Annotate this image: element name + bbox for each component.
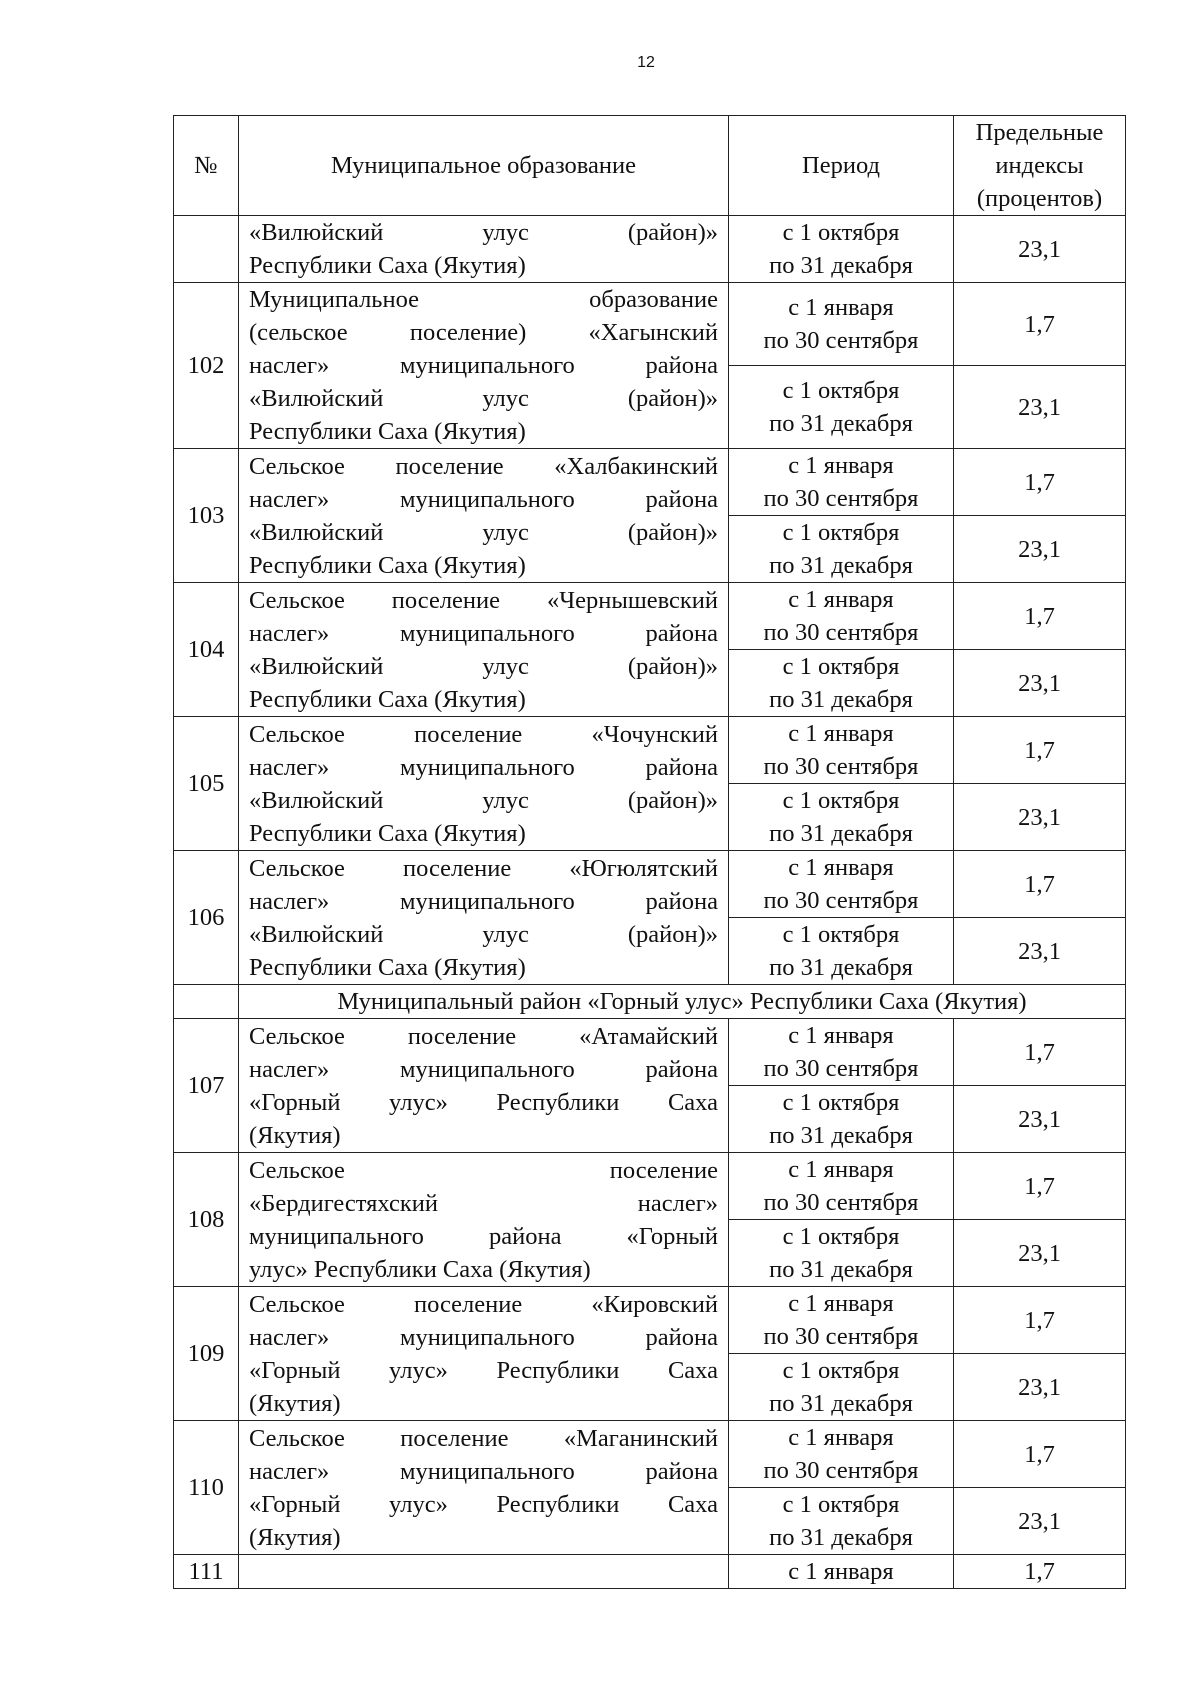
index-value: 1,7 xyxy=(954,1153,1126,1220)
municipality-name: Сельское поселение «Атамайский наслег» муниципального района «Горный улус» Республики Саха (Якутия) xyxy=(239,1019,729,1153)
header-num: № xyxy=(174,116,239,216)
table-row xyxy=(174,283,1126,366)
index-value: 1,7 xyxy=(954,1421,1126,1488)
index-value: 23,1 xyxy=(954,216,1126,283)
row-number: 106 xyxy=(174,851,239,985)
period: с 1 января по 30 сентября xyxy=(729,851,954,918)
table-row xyxy=(174,1019,1126,1086)
row-number: 108 xyxy=(174,1153,239,1287)
page-number: 12 xyxy=(637,54,655,71)
period: с 1 января по 30 сентября xyxy=(729,449,954,516)
table-row xyxy=(174,216,1126,283)
period: с 1 января по 30 сентября xyxy=(729,1421,954,1488)
period: с 1 октября по 31 декабря xyxy=(729,366,954,449)
period: с 1 октября по 31 декабря xyxy=(729,918,954,985)
index-value: 23,1 xyxy=(954,366,1126,449)
table-row xyxy=(174,1287,1126,1354)
index-value: 1,7 xyxy=(954,851,1126,918)
group-heading-row xyxy=(174,985,1126,1019)
period: с 1 октября по 31 декабря xyxy=(729,1488,954,1555)
municipality-name: Сельское поселение «Чернышевский наслег» муниципального района «Вилюйский улус (район)» Республики Саха (Якутия) xyxy=(239,583,729,717)
municipality-name: Сельское поселение «Югюлятский наслег» муниципального района «Вилюйский улус (район)» Республики Саха (Якутия) xyxy=(239,851,729,985)
index-value: 1,7 xyxy=(954,583,1126,650)
tariff-table xyxy=(173,115,1126,1589)
period: с 1 октября по 31 декабря xyxy=(729,1220,954,1287)
index-value: 23,1 xyxy=(954,784,1126,851)
index-value: 23,1 xyxy=(954,1086,1126,1153)
table-row xyxy=(174,717,1126,784)
index-value: 1,7 xyxy=(954,1287,1126,1354)
period: с 1 января по 30 сентября xyxy=(729,1287,954,1354)
index-value: 1,7 xyxy=(954,1019,1126,1086)
header-period: Период xyxy=(729,116,954,216)
row-number: 105 xyxy=(174,717,239,851)
period: с 1 января по 30 сентября xyxy=(729,283,954,366)
municipality-name: Сельское поселение «Бердигестяхский наслег» муниципального района «Горный улус» Республики Саха (Якутия) xyxy=(239,1153,729,1287)
municipality-name: Сельское поселение «Халбакинский наслег» муниципального района «Вилюйский улус (район)» Республики Саха (Якутия) xyxy=(239,449,729,583)
table-row xyxy=(174,449,1126,516)
table-row xyxy=(174,851,1126,918)
index-value: 23,1 xyxy=(954,1220,1126,1287)
index-value: 23,1 xyxy=(954,650,1126,717)
period: с 1 января по 30 сентября xyxy=(729,717,954,784)
municipality-name xyxy=(239,1555,729,1589)
row-number: 109 xyxy=(174,1287,239,1421)
row-number xyxy=(174,985,239,1019)
header-municipality: Муниципальное образование xyxy=(239,116,729,216)
row-number: 110 xyxy=(174,1421,239,1555)
table-header-row xyxy=(174,116,1126,216)
group-heading: Муниципальный район «Горный улус» Республики Саха (Якутия) xyxy=(239,985,1126,1019)
table-row xyxy=(174,1555,1126,1589)
index-value: 23,1 xyxy=(954,516,1126,583)
period: с 1 октября по 31 декабря xyxy=(729,1354,954,1421)
period: с 1 октября по 31 декабря xyxy=(729,516,954,583)
period: с 1 января по 30 сентября xyxy=(729,1153,954,1220)
municipality-name: «Вилюйский улус (район)» Республики Саха (Якутия) xyxy=(239,216,729,283)
row-number: 111 xyxy=(174,1555,239,1589)
table-row xyxy=(174,1421,1126,1488)
municipality-name: Сельское поселение «Маганинский наслег» муниципального района «Горный улус» Республики Саха (Якутия) xyxy=(239,1421,729,1555)
row-number: 104 xyxy=(174,583,239,717)
index-value: 1,7 xyxy=(954,283,1126,366)
period: с 1 октября по 31 декабря xyxy=(729,650,954,717)
index-value: 1,7 xyxy=(954,717,1126,784)
period: с 1 января xyxy=(729,1555,954,1589)
header-index: Предельные индексы (процентов) xyxy=(954,116,1126,216)
row-number: 103 xyxy=(174,449,239,583)
municipality-name: Сельское поселение «Чочунский наслег» муниципального района «Вилюйский улус (район)» Республики Саха (Якутия) xyxy=(239,717,729,851)
row-number: 107 xyxy=(174,1019,239,1153)
index-value: 23,1 xyxy=(954,1354,1126,1421)
period: с 1 октября по 31 декабря xyxy=(729,216,954,283)
index-value: 23,1 xyxy=(954,918,1126,985)
table-row xyxy=(174,1153,1126,1220)
index-value: 1,7 xyxy=(954,449,1126,516)
period: с 1 января по 30 сентября xyxy=(729,1019,954,1086)
row-number xyxy=(174,216,239,283)
municipality-name: Сельское поселение «Кировский наслег» муниципального района «Горный улус» Республики Саха (Якутия) xyxy=(239,1287,729,1421)
row-number: 102 xyxy=(174,283,239,449)
index-value: 1,7 xyxy=(954,1555,1126,1589)
period: с 1 октября по 31 декабря xyxy=(729,1086,954,1153)
period: с 1 января по 30 сентября xyxy=(729,583,954,650)
period: с 1 октября по 31 декабря xyxy=(729,784,954,851)
table-row xyxy=(174,583,1126,650)
index-value: 23,1 xyxy=(954,1488,1126,1555)
municipality-name: Муниципальное образование (сельское поселение) «Хагынский наслег» муниципального района «Вилюйский улус (район)» Республики Саха (Якутия) xyxy=(239,283,729,449)
